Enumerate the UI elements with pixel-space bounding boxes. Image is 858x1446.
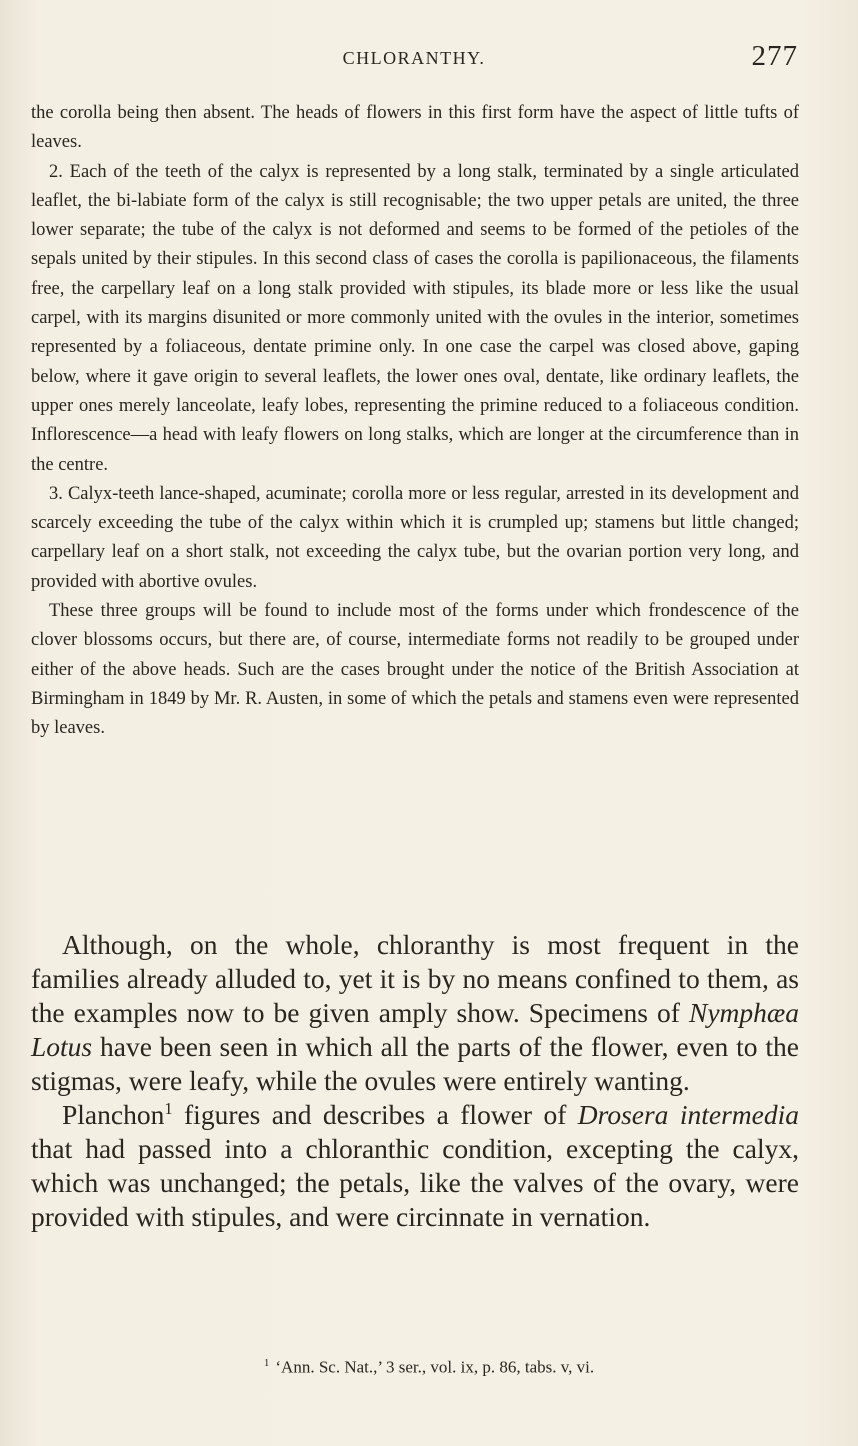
species-name-drosera: Drosera intermedia: [577, 1099, 799, 1130]
text-run: that had passed into a chloranthic condition, excepting the calyx, which was unchanged; the petals, like the valves of the ovary, were provided with stipules, and were circinnate in vernation.: [31, 1133, 799, 1232]
small-print-section: [31, 99, 799, 744]
paragraph-continuation: the corolla being then absent. The heads of flowers in this first form have the aspect of little tufts of leaves.: [31, 103, 799, 153]
text-run: figures and describes a flower of: [172, 1099, 578, 1130]
paragraph-nymphaea: [31, 928, 799, 1098]
paragraph-group-3: 3. Calyx-teeth lance-shaped, acuminate; corolla more or less regular, arrested in its development and scarcely exceeding the tube of the calyx within which it is crumpled up; stamens but little changed; carpellary leaf on a short stalk, not exceeding the calyx tube, but the ovarian portion very long, and provided with abortive ovules.: [31, 483, 799, 592]
species-name-nymphaea: Nymphæa Lotus: [31, 997, 799, 1062]
running-head: CHLORANTHY.: [342, 48, 486, 68]
paragraph-summary: These three groups will be found to include most of the forms under which frondescence of the clover blossoms occurs, but there are, of course, intermediate forms not readily to be grouped under either of the above heads. Such are the cases brought under the notice of the British Association at Birmingham in 1849 by Mr. R. Austen, in some of which the petals and stamens even were represented by leaves.: [31, 601, 799, 739]
footnote: [0, 1357, 858, 1378]
text-run: Although, on the whole, chloranthy is most frequent in the families already alluded to, yet it is by no means confined to them, as the examples now to be given amply show. Specimens of: [31, 929, 799, 1028]
footnote-mark: 1: [263, 1357, 270, 1369]
text-run: have been seen in which all the parts of the flower, even to the stigmas, were leafy, while the ovules were entirely wanting.: [31, 1031, 799, 1096]
footnote-reference[interactable]: 1: [164, 1098, 173, 1118]
paragraph-group-2: 2. Each of the teeth of the calyx is represented by a long stalk, terminated by a single articulated leaflet, the bi-labiate form of the calyx is still recognisable; the two upper petals are united, the three lower separate; the tube of the calyx is not deformed and seems to be formed of the petioles of the sepals united by their stipules. In this second class of cases the corolla is papilionaceous, the filaments free, the carpellary leaf on a long stalk provided with stipules, its blade more or less like the usual carpel, with its margins disunited or more commonly united with the ovules in the interior, sometimes represented by a foliaceous, dentate primine only. In one case the carpel was closed above, gaping below, where it gave origin to several leaflets, the lower ones oval, dentate, like ordinary leaflets, the upper ones merely lanceolate, leafy lobes, representing the primine reduced to a foliaceous condition. Inflorescence—a head with leafy flowers on long stalks, which are longer at the circumference than in the centre.: [31, 161, 799, 475]
page-header: [30, 40, 798, 80]
page-number: 277: [751, 40, 798, 72]
footnote-text: ‘Ann. Sc. Nat.,’ 3 ser., vol. ix, p. 86, tabs. v, vi.: [275, 1357, 595, 1377]
large-print-section: [31, 928, 799, 1234]
author-name: Planchon: [62, 1099, 165, 1130]
paragraph-drosera: [31, 1098, 799, 1234]
